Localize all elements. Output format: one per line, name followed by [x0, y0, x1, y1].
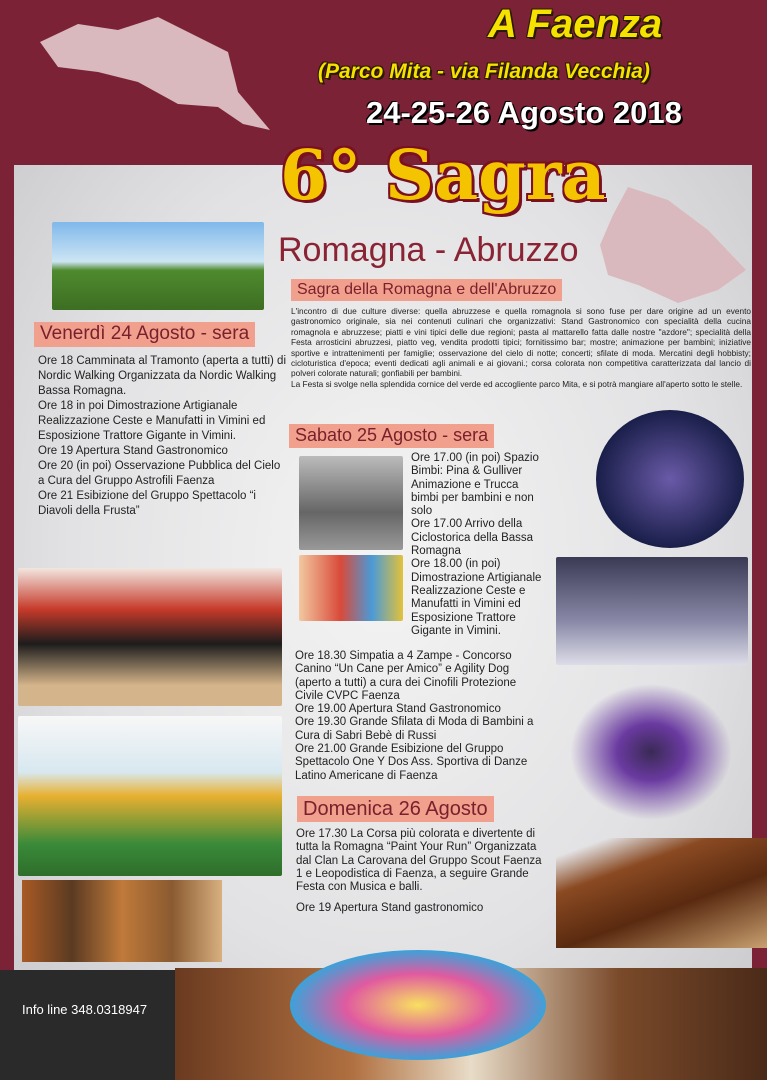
diavoli-frusta-photo [18, 568, 282, 706]
schedule-item: Ore 21 Esibizione del Gruppo Spettacolo “i Diavoli della Frusta” [38, 490, 256, 517]
saturday-schedule [295, 650, 545, 783]
schedule-item: Ore 19 Apertura Stand Gastronomico [38, 445, 228, 457]
sunday-heading: Domenica 26 Agosto [297, 796, 494, 822]
event-subtitle: Romagna - Abruzzo [278, 231, 579, 269]
info-box [0, 970, 175, 1080]
schedule-item: Ore 18 in poi Dimostrazione Artigianale Realizzazione Ceste e Manufatti in Vimini ed Esposizione Trattore Gigante in Vimini. [38, 400, 266, 442]
ciclostorica-photo [299, 456, 403, 550]
dogs-photo [22, 880, 222, 962]
schedule-item: Ore 19.00 Apertura Stand Gastronomico [295, 703, 501, 716]
schedule-item: Ore 17.00 Arrivo della Ciclostorica della Bassa Romagna [411, 518, 534, 558]
arrosticini-photo [556, 838, 767, 948]
location: (Parco Mita - via Filanda Vecchia) [318, 60, 650, 83]
dancers-photo [556, 672, 746, 832]
friday-heading: Venerdì 24 Agosto - sera [34, 322, 255, 347]
event-dates: 24-25-26 Agosto 2018 [366, 95, 682, 130]
intro-body-2: La Festa si svolge nella splendida cornice del verde ed accogliente parco Mita, e si potrà mangiare all'aperto sotto le stelle. [291, 378, 743, 389]
schedule-item: Ore 17.30 La Corsa più colorata e divertente di tutta la Romagna “Paint Your Run” Organizzata dal Clan La Carovana del Gruppo Scout Faenza 1 e Leopodistica di Faenza, a seguire Grande Festa con Musica e balli. [296, 828, 542, 894]
saturday-early-schedule [411, 452, 547, 638]
schedule-item: Ore 18.00 (in poi) Dimostrazione Artigianale Realizzazione Ceste e Manufatti in Vimini ed Esposizione Trattore Gigante in Vimini. [411, 558, 542, 637]
emilia-romagna-map [38, 12, 273, 137]
fashion-show-photo [556, 557, 748, 665]
schedule-item: Ore 18 Camminata al Tramonto (aperta a tutti) di Nordic Walking Organizzata da Nordic Walking Bassa Romagna. [38, 355, 286, 397]
intro-body: L'incontro di due culture diverse: quella abruzzese e quella romagnola si sono fuse per dare origine ad un evento gastronomico originale, sia nei contenuti culinari che organizzativi: Stand Gastronomico con specialità della cucina romagnola e abruzzese; piatti e vini tipici delle due regioni; pasta al mattarello fatta dalle nostre "azdore"; specialità della Festa arrosticini abruzzesi, piatto veg, vendita prodotti tipici; fornitissimo bar; mostre; animazione per bambini; iniziative sportive e intrattenimenti per famiglie; osservazione del cielo di notte; concerti; sfilate di moda. Mercatini degli hobbisty; cicloturistica d'epoca; eventi dedicati agli animali e ai giovani.; corsa colorata non competitiva caratterizzata dal lancio di polveri colorate naturali; gonfiabili per bambini. [291, 306, 751, 379]
schedule-item: Ore 19.30 Grande Sfilata di Moda di Bambini a Cura di Sabri Bebè di Russi [295, 716, 534, 742]
schedule-item: Ore 17.00 (in poi) Spazio Bimbi: Pina & Gulliver Animazione e Trucca bimbi per bambini e non solo [411, 452, 539, 518]
color-run-photo [290, 950, 546, 1060]
city-title: A Faenza [488, 2, 663, 46]
info-line: Info line 348.0318947 [22, 1002, 148, 1017]
sunday-schedule [296, 828, 546, 916]
schedule-item: Ore 18.30 Simpatia a 4 Zampe - Concorso Canino “Un Cane per Amico” e Agility Dog (aperto a tutti) a cura dei Cinofili Protezione Civile CVPC Faenza [295, 650, 517, 702]
balloons-photo [299, 555, 403, 621]
abruzzo-map [598, 185, 748, 305]
schedule-item: Ore 21.00 Grande Esibizione del Gruppo Spettacolo One Y Dos Ass. Sportiva di Danze Latino Americane di Faenza [295, 743, 528, 782]
intro-heading: Sagra della Romagna e dell'Abruzzo [291, 279, 562, 301]
intro-text [291, 306, 751, 389]
event-title: 6° Sagra [280, 136, 606, 216]
bouncy-castle-photo [18, 716, 282, 876]
nordic-walking-photo [52, 222, 264, 310]
schedule-item: Ore 19 Apertura Stand gastronomico [296, 902, 484, 915]
schedule-item: Ore 20 (in poi) Osservazione Pubblica del Cielo a Cura del Gruppo Astrofili Faenza [38, 460, 281, 487]
friday-schedule [38, 354, 288, 519]
stargazing-photo [596, 410, 744, 548]
saturday-heading: Sabato 25 Agosto - sera [289, 424, 494, 448]
